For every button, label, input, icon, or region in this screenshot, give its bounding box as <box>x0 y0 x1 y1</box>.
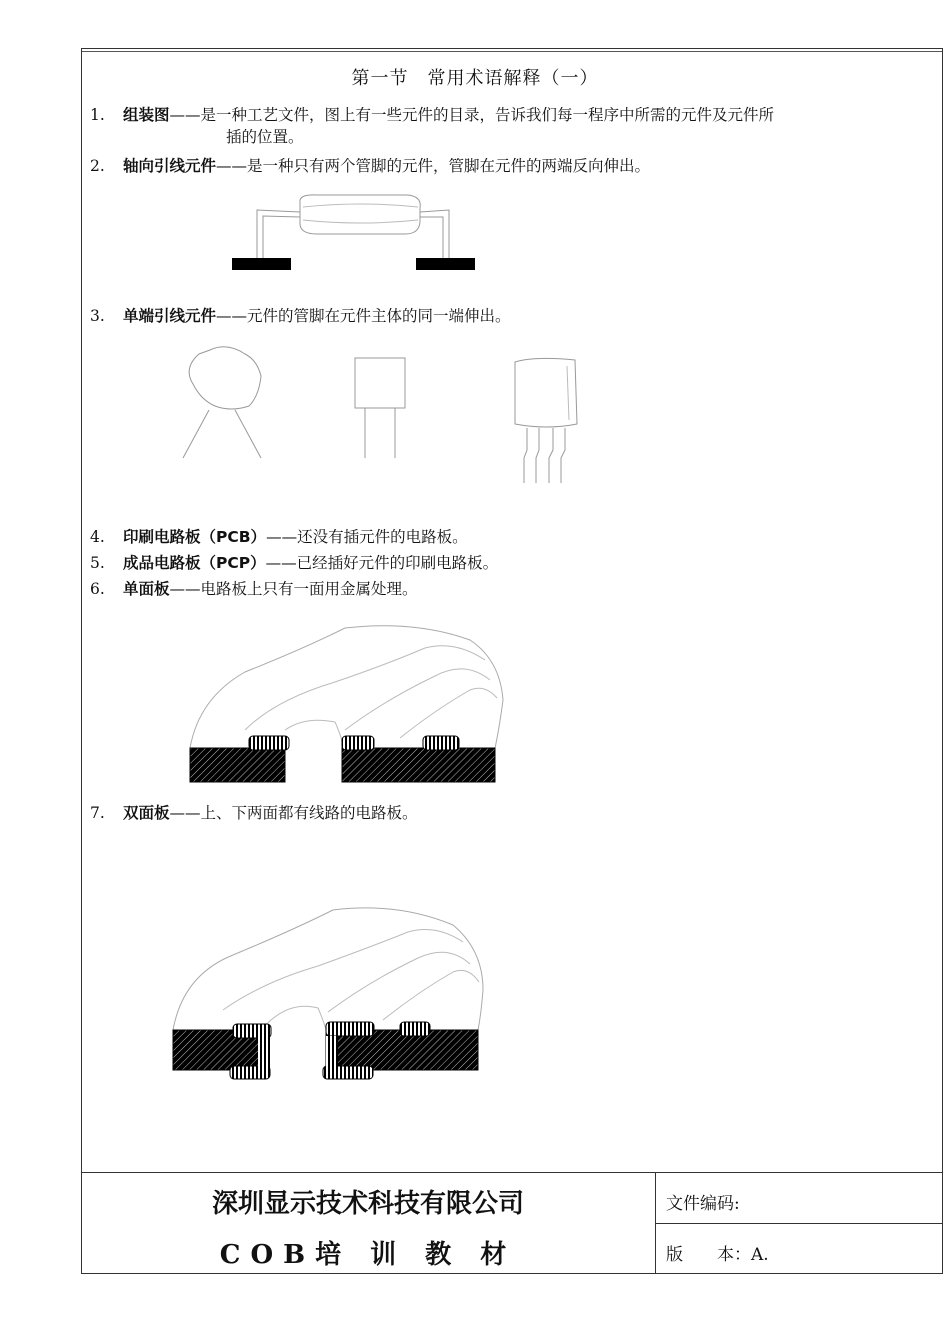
footer-divider-horizontal <box>655 1223 943 1224</box>
item-text: ——上、下两面都有线路的电路板。 <box>169 804 418 822</box>
item-term: 组装图 <box>123 106 170 124</box>
company-name: 深圳显示技术科技有限公司 <box>211 1189 524 1219</box>
item-text: ——是一种工艺文件，图上有一些元件的目录，告诉我们每一程序中所需的元件及元件所 <box>169 106 775 124</box>
axial-lead-component-figure <box>225 190 485 275</box>
item-term: 双面板 <box>123 804 170 822</box>
double-sided-board-figure <box>168 900 488 1090</box>
term-item-2 <box>90 155 940 177</box>
item-text: ——还没有插元件的电路板。 <box>266 528 468 546</box>
item-number: 5. <box>90 554 105 572</box>
item-number: 7. <box>90 804 105 822</box>
frame-top-rule <box>82 51 942 52</box>
course-title: COB培 训 教 材 <box>219 1240 517 1270</box>
single-sided-board-figure <box>185 620 515 790</box>
item-number: 3. <box>90 307 105 325</box>
item-text: ——元件的管脚在元件主体的同一端伸出。 <box>216 307 511 325</box>
item-text: ——已经插好元件的印刷电路板。 <box>265 554 499 572</box>
doc-code-label: 文件编码: <box>666 1194 740 1214</box>
item-term: 轴向引线元件 <box>123 157 217 175</box>
term-item-4 <box>90 526 940 548</box>
item-term: 印刷电路板（PCB） <box>123 528 267 546</box>
item-text-continued: 插的位置。 <box>226 128 304 146</box>
document-footer <box>81 1172 943 1274</box>
item-text: ——电路板上只有一面用金属处理。 <box>169 580 418 598</box>
item-term: 成品电路板（PCP） <box>123 554 266 572</box>
item-number: 2. <box>90 157 105 175</box>
single-ended-lead-component-figure <box>175 340 595 490</box>
item-number: 6. <box>90 580 105 598</box>
version-label: 版 本：A. <box>666 1245 769 1265</box>
item-number: 4. <box>90 528 105 546</box>
section-title: 第一节 常用术语解释（一） <box>351 68 599 89</box>
item-number: 1. <box>90 106 105 124</box>
term-item-7 <box>90 802 940 824</box>
item-term: 单面板 <box>123 580 170 598</box>
item-text: ——是一种只有两个管脚的元件，管脚在元件的两端反向伸出。 <box>216 157 651 175</box>
term-item-5 <box>90 552 940 574</box>
term-item-1 <box>90 104 940 148</box>
item-term: 单端引线元件 <box>123 307 217 325</box>
term-item-3 <box>90 305 940 327</box>
term-item-6 <box>90 578 940 600</box>
